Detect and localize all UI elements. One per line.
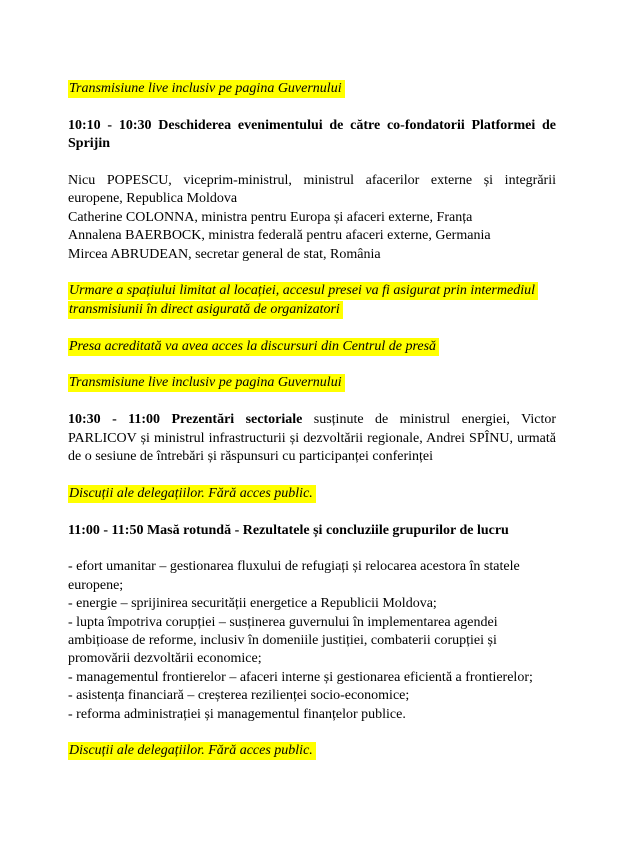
highlighted-closed-note-2: Discuții ale delegațiilor. Fără acces public. xyxy=(68,742,316,760)
highlighted-press-space-note: Urmare a spațiului limitat al locației, accesul presei va fi asigurat prin intermediul transmisiunii în direct asigurată de organizatori xyxy=(68,282,538,318)
topic-border-management: - managementul frontierelor – afaceri interne și gestionarea eficientă a frontierelor; xyxy=(68,669,533,685)
highlighted-live-note-2: Transmisiune live inclusiv pe pagina Guvernului xyxy=(68,374,345,392)
speakers-list xyxy=(68,172,556,264)
topic-energy: - energie – sprijinirea securității energetice a Republicii Moldova; xyxy=(68,596,437,612)
topic-anticorruption: - lupta împotriva corupției – susținerea guvernului în implementarea agendei ambițioase de reforme, inclusiv în domeniile justiției, combaterii corupției și promovării dezvoltării economice; xyxy=(68,614,498,667)
speaker-popescu: Nicu POPESCU, viceprim-ministrul, ministrul afacerilor externe și integrării europene, Republica Moldova xyxy=(68,173,556,207)
topic-humanitarian: - efort umanitar – gestionarea fluxului de refugiați și relocarea acestora în statele europene; xyxy=(68,559,520,593)
closed-discussions-note-2 xyxy=(68,742,556,760)
press-space-note xyxy=(68,282,556,319)
topic-administration-reform: - reforma administrației și managementul finanțelor publice. xyxy=(68,706,406,722)
highlighted-press-center-note: Presa acreditată va avea acces la discursuri din Centrul de presă xyxy=(68,338,439,356)
sectorial-session-description: susținute de ministrul energiei, Victor PARLICOV și ministrul infrastructurii și dezvoltării regionale, Andrei SPÎNU, urmată de o sesiune de întrebări și răspunsuri cu participanței conferinței xyxy=(68,412,556,465)
closed-discussions-note-1 xyxy=(68,485,556,503)
sectorial-session-heading: 10:30 - 11:00 Prezentări sectoriale xyxy=(68,412,303,428)
highlighted-live-note-1: Transmisiune live inclusiv pe pagina Guvernului xyxy=(68,80,345,98)
speaker-colonna: Catherine COLONNA, ministra pentru Europa și afaceri externe, Franța xyxy=(68,209,473,225)
highlighted-closed-note-1: Discuții ale delegațiilor. Fără acces public. xyxy=(68,485,316,503)
sectorial-session-paragraph xyxy=(68,411,556,466)
speaker-abrudean: Mircea ABRUDEAN, secretar general de stat, România xyxy=(68,246,381,262)
live-broadcast-note-2 xyxy=(68,374,556,392)
roundtable-topics-list xyxy=(68,558,556,724)
roundtable-heading: 11:00 - 11:50 Masă rotundă - Rezultatele și concluziile grupurilor de lucru xyxy=(68,522,509,538)
press-center-note xyxy=(68,338,556,356)
speaker-baerbock: Annalena BAERBOCK, ministra federală pentru afaceri externe, Germania xyxy=(68,228,491,244)
topic-financial-assistance: - asistența financiară – creșterea rezilienței socio-economice; xyxy=(68,688,410,704)
live-broadcast-note-1 xyxy=(68,80,556,98)
opening-session-heading: 10:10 - 10:30 Deschiderea evenimentului de către co-fondatorii Platformei de Sprijin xyxy=(68,117,556,152)
